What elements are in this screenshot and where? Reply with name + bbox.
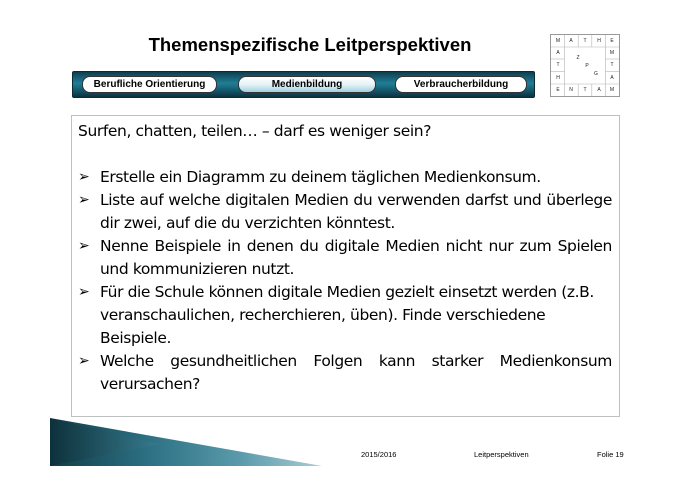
logo-letter: M — [555, 38, 561, 44]
logo-letter: N — [569, 87, 573, 93]
logo-letter: M — [609, 87, 615, 93]
intro-question: Surfen, chatten, teilen… – darf es weniger sein? — [78, 122, 432, 140]
arrow-bullet-icon: ➢ — [78, 169, 90, 185]
logo-letter: H — [556, 75, 560, 81]
mathematik-logo — [550, 34, 620, 97]
footer-wedge-graphic — [50, 418, 322, 466]
page-title: Themenspezifische Leitperspektiven — [148, 34, 472, 55]
logo-letter: A — [556, 50, 560, 56]
tab-verbraucherbildung[interactable]: Verbraucherbildung — [395, 76, 527, 93]
list-item: ➢ Welche gesundheitlichen Folgen kann starker Medienkonsum verursachen? — [78, 352, 612, 393]
logo-letter: M — [609, 50, 615, 56]
logo-letter: T — [583, 87, 587, 93]
arrow-bullet-icon: ➢ — [78, 238, 90, 254]
logo-letter: T — [556, 62, 560, 68]
logo-letter: E — [556, 87, 560, 93]
list-item: ➢ Liste auf welche digitalen Medien du verwenden darfst und überlege dir zwei, auf die du verzichten könntest. — [78, 191, 612, 232]
logo-letter: P — [585, 63, 589, 69]
list-item: ➢ Für die Schule können digitale Medien gezielt einsetzt werden (z.B. veranschaulichen, recherchieren, üben). Finde verschiedene Beispiele. — [78, 283, 594, 347]
arrow-bullet-icon: ➢ — [78, 353, 90, 369]
logo-letter: T — [583, 38, 587, 44]
tab-berufliche-orientierung[interactable]: Berufliche Orientierung — [82, 76, 217, 93]
topic-nav-bar — [72, 71, 535, 98]
list-item: ➢ Erstelle ein Diagramm zu deinem täglichen Medienkonsum. — [78, 166, 612, 189]
bullet-list — [78, 166, 612, 396]
list-item: ➢ Nenne Beispiele in denen du digitale Medien nicht nur zum Spielen und kommunizieren nutzt. — [78, 237, 612, 278]
content-box — [71, 115, 620, 417]
arrow-bullet-icon: ➢ — [78, 284, 90, 300]
footer-topic: Leitperspektiven — [474, 450, 529, 459]
logo-letter: Z — [576, 55, 580, 61]
tab-medienbildung[interactable]: Medienbildung — [238, 76, 376, 93]
logo-letter: T — [610, 62, 614, 68]
logo-letter: G — [594, 71, 598, 77]
arrow-bullet-icon: ➢ — [78, 192, 90, 208]
footer-slide-number: Folie 19 — [597, 450, 624, 459]
logo-letter: E — [610, 38, 614, 44]
logo-letter: A — [597, 87, 601, 93]
logo-letter: H — [597, 38, 601, 44]
footer-year: 2015/2016 — [361, 450, 397, 459]
logo-letter: A — [610, 75, 614, 81]
logo-letter: A — [569, 38, 573, 44]
